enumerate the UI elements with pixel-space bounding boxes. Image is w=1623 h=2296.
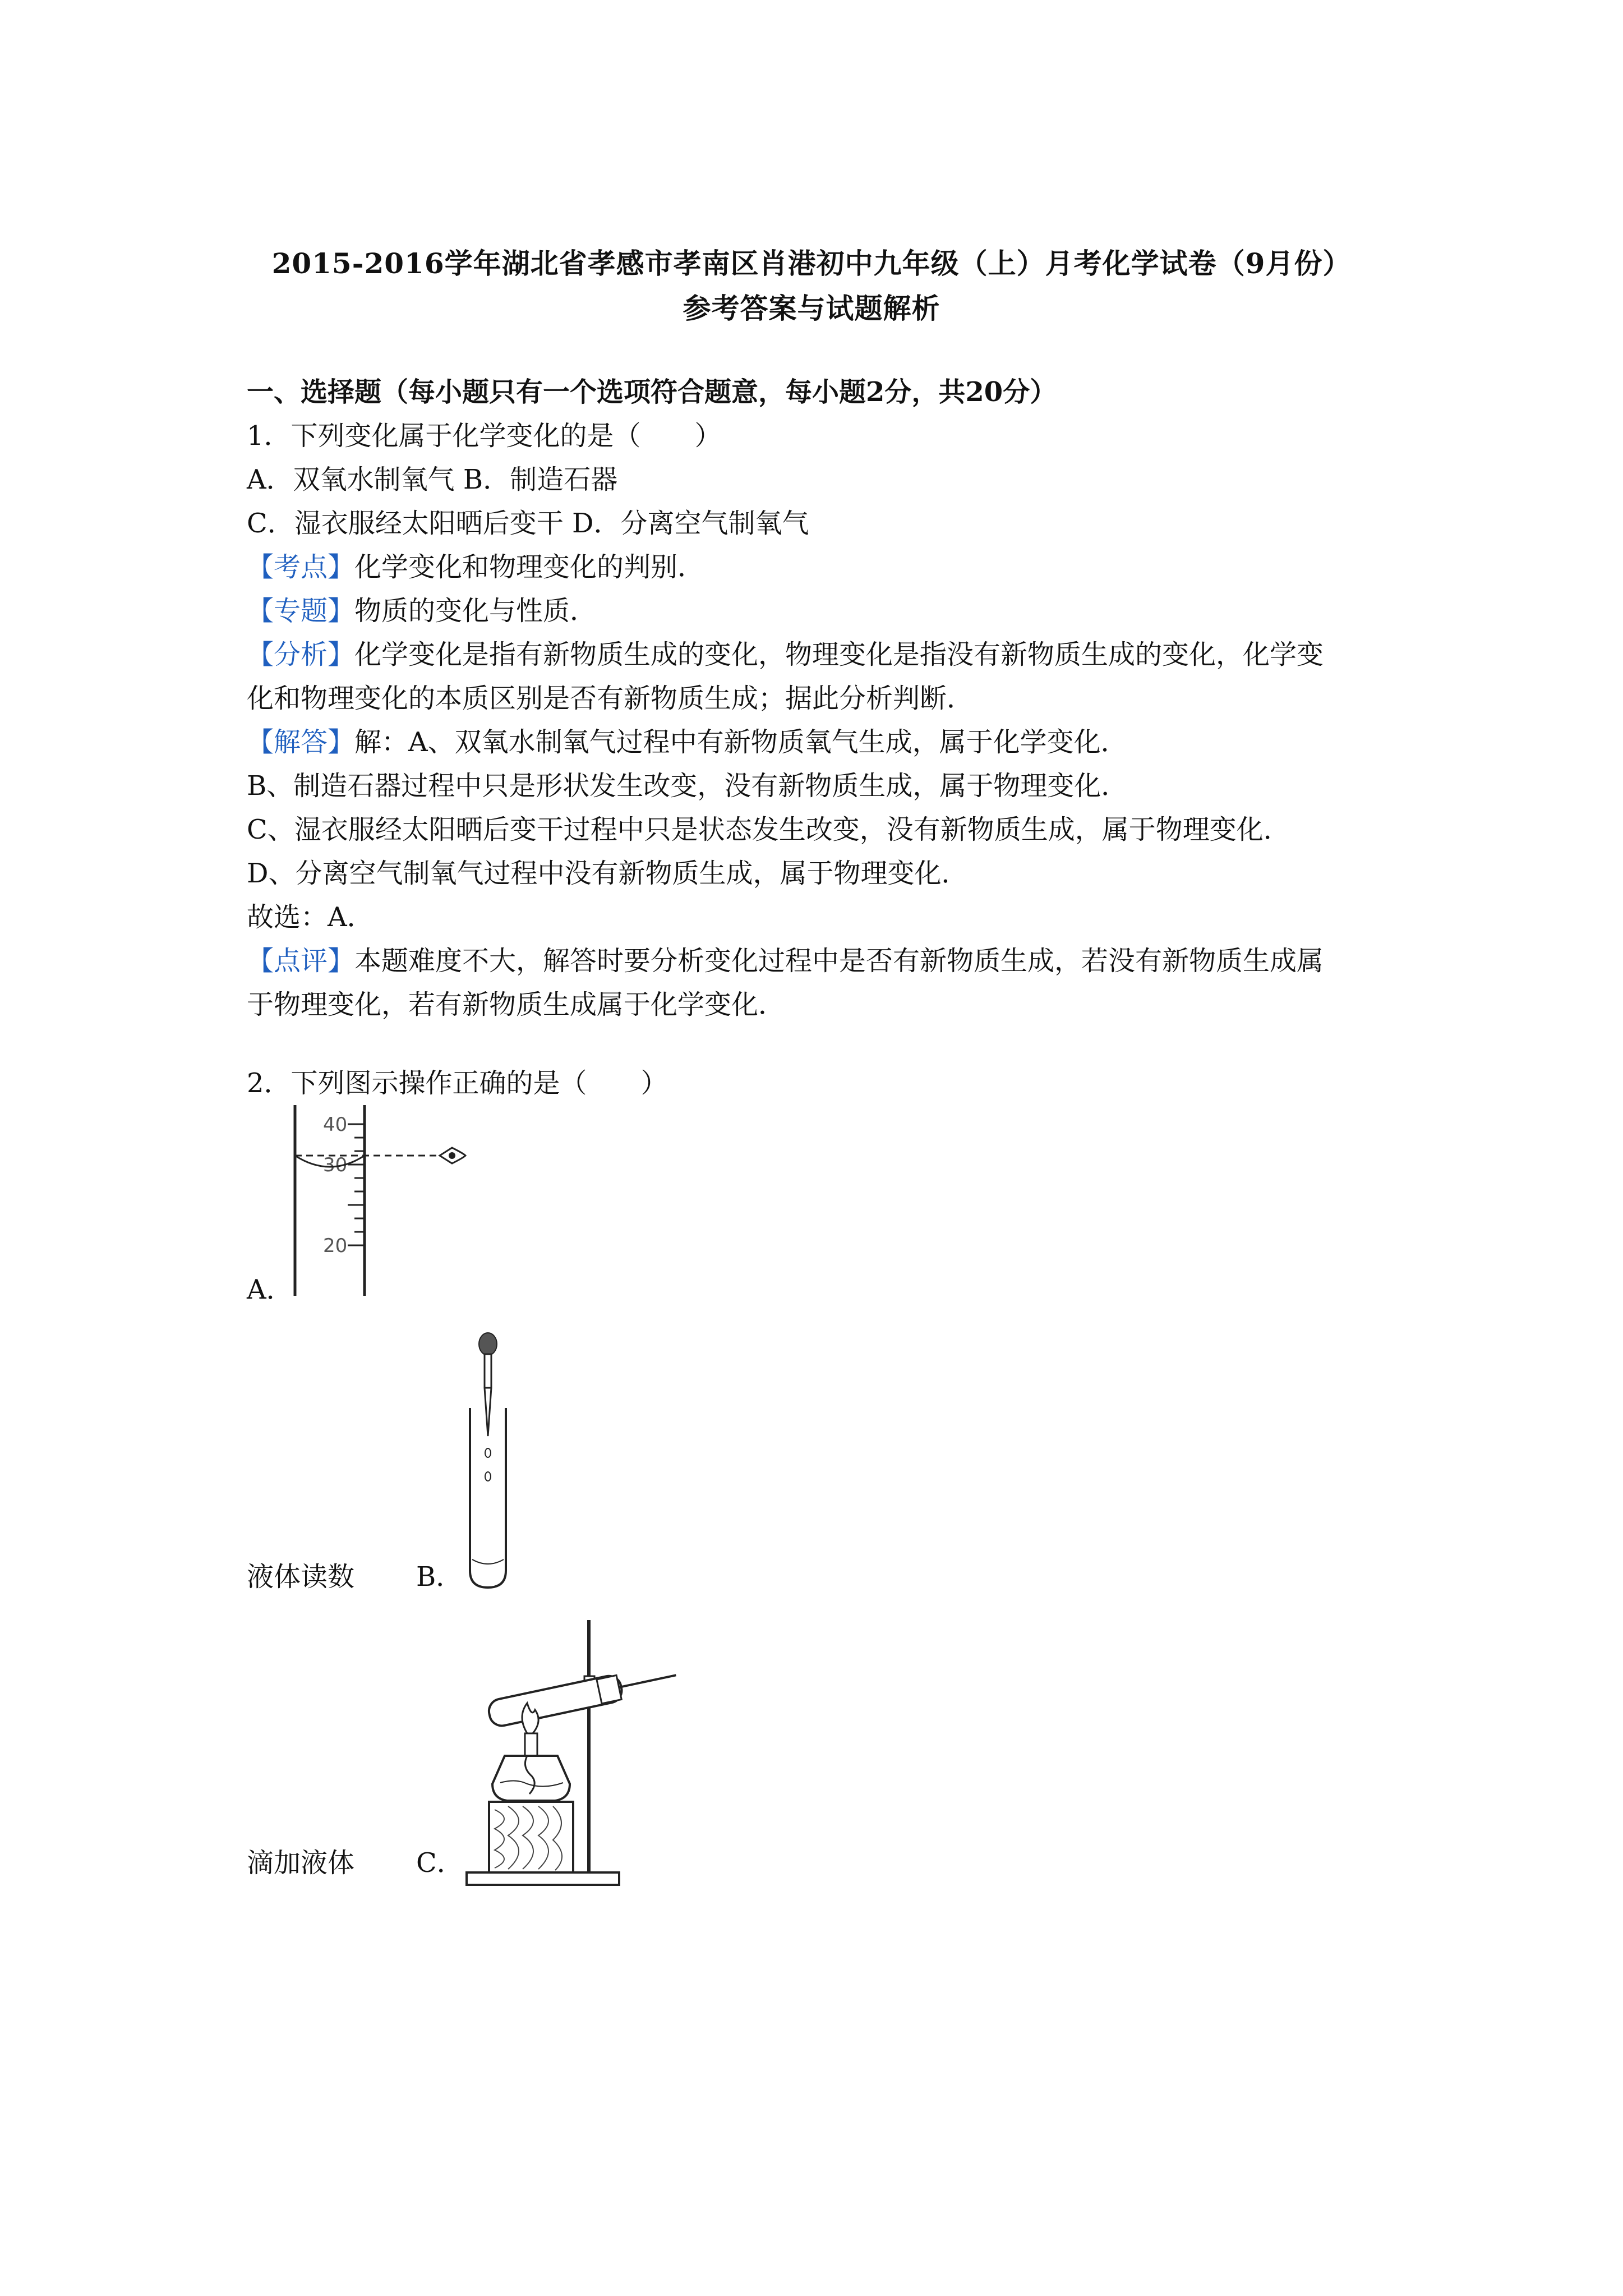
document-title: 2015-2016学年湖北省孝感市孝南区肖港初中九年级（上）月考化学试卷（9月份） (271, 247, 1352, 280)
q1-dianping (247, 939, 1324, 978)
q1-answer: 故选：A． (247, 901, 374, 933)
q1-stem: 1．下列变化属于化学变化的是（ ） (247, 420, 722, 452)
q1-fenxi-cont: 化和物理变化的本质区别是否有新物质生成；据此分析判断． (247, 683, 974, 714)
q1-jieda-b: B、制造石器过程中只是形状发生改变，没有新物质生成，属于物理变化． (247, 770, 1128, 802)
kaodian-tag: 【考点】 (247, 551, 355, 583)
q1-kaodian (247, 545, 704, 584)
figure-heating-apparatus (460, 1616, 695, 1896)
figure-cylinder-reading (280, 1099, 494, 1301)
q1-jieda-c: C、湿衣服经太阳晒后变干过程中只是状态发生改变，没有新物质生成，属于物理变化． (247, 814, 1290, 845)
figure-dropper-test-tube (449, 1329, 527, 1593)
jieda-tag: 【解答】 (247, 726, 355, 758)
q1-jieda (247, 720, 1128, 759)
eye-icon (440, 1148, 465, 1163)
option-b-label: B． (416, 1561, 463, 1593)
q1-jieda-d: D、分离空气制氧气过程中没有新物质生成，属于物理变化． (247, 858, 969, 889)
dianping-text-1: 本题难度不大，解答时要分析变化过程中是否有新物质生成，若没有新物质生成属 (354, 945, 1324, 977)
option-c-label: C． (416, 1847, 464, 1879)
q1-options-line2: C．湿衣服经太阳晒后变干 D．分离空气制氧气 (247, 508, 809, 539)
dianping-tag: 【点评】 (247, 945, 355, 977)
fenxi-text-1: 化学变化是指有新物质生成的变化，物理变化是指没有新物质生成的变化，化学变 (354, 639, 1324, 670)
caption-b: 滴加液体 (247, 1847, 355, 1879)
q2-stem: 2．下列图示操作正确的是（ ） (247, 1068, 668, 1099)
jieda-text-1: 解：A、双氧水制氧气过程中有新物质氧气生成，属于化学变化． (354, 726, 1128, 758)
option-a-label: A． (247, 1274, 293, 1305)
fenxi-tag: 【分析】 (247, 639, 355, 670)
q1-dianping-cont: 于物理变化，若有新物质生成属于化学变化． (247, 989, 786, 1020)
scale-label-40: 40 (323, 1114, 348, 1136)
section-heading: 一、选择题（每小题只有一个选项符合题意，每小题2分，共20分） (247, 376, 1057, 408)
q1-fenxi (247, 633, 1324, 671)
scale-label-30: 30 (323, 1154, 348, 1176)
q1-zhuanti (247, 589, 597, 628)
caption-a: 液体读数 (247, 1561, 355, 1593)
zhuanti-text: 物质的变化与性质． (354, 595, 597, 627)
kaodian-text: 化学变化和物理变化的判别． (354, 551, 705, 583)
document-subtitle: 参考答案与试题解析 (683, 292, 940, 325)
scale-label-20: 20 (323, 1235, 348, 1257)
zhuanti-tag: 【专题】 (247, 595, 355, 627)
q1-options-line1: A．双氧水制氧气 B．制造石器 (247, 464, 618, 495)
